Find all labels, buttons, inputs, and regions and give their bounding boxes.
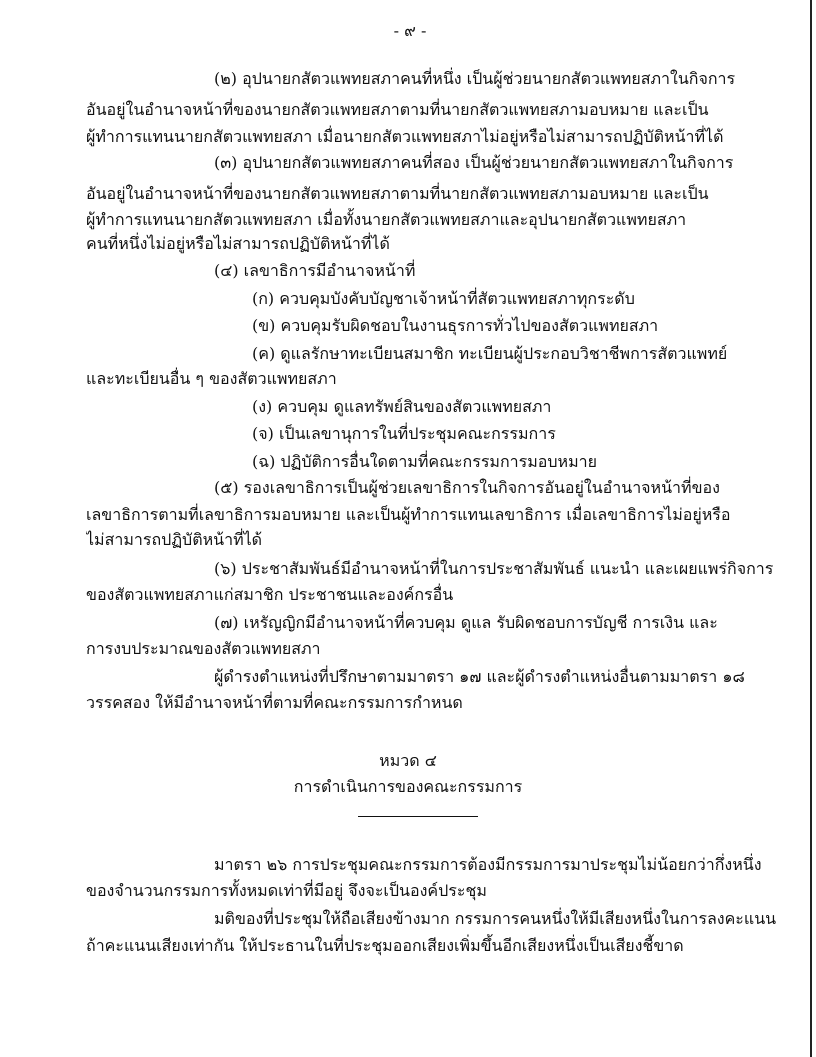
section-line: มติของที่ประชุมให้ถือเสียงข้างมาก กรรมการคนหนึ่งให้มีเสียงหนึ่งในการลงคะแนน xyxy=(214,909,777,928)
chapter-divider xyxy=(358,816,478,817)
page-edge xyxy=(810,0,812,1057)
list-item: (ค) ดูแลรักษาทะเบียนสมาชิก ทะเบียนผู้ประกอบวิชาชีพการสัตวแพทย์ xyxy=(252,344,728,363)
section-line: ของจำนวนกรรมการทั้งหมดเท่าที่มีอยู่ จึงจะเป็นองค์ประชุม xyxy=(86,881,487,900)
paragraph-line: ผู้ทำการแทนนายกสัตวแพทยสภา เมื่อนายกสัตวแพทยสภาไม่อยู่หรือไม่สามารถปฏิบัติหน้าที่ได้ xyxy=(86,127,724,146)
paragraph-line: ผู้ดำรงตำแหน่งที่ปรึกษาตามมาตรา ๑๗ และผู้ดำรงตำแหน่งอื่นตามมาตรา ๑๘ xyxy=(214,667,745,686)
chapter-title: หมวด ๔ xyxy=(379,751,437,770)
paragraph-line: ของสัตวแพทยสภาแก่สมาชิก ประชาชนและองค์กรอื่น xyxy=(86,585,454,604)
paragraph-line: ผู้ทำการแทนนายกสัตวแพทยสภา เมื่อทั้งนายกสัตวแพทยสภาและอุปนายกสัตวแพทยสภา xyxy=(86,210,687,229)
section-line: ถ้าคะแนนเสียงเท่ากัน ให้ประธานในที่ประชุมออกเสียงเพิ่มขึ้นอีกเสียงหนึ่งเป็นเสียงชี้ขาด xyxy=(86,936,684,955)
paragraph-line: (๓) อุปนายกสัตวแพทยสภาคนที่สอง เป็นผู้ช่วยนายกสัตวแพทยสภาในกิจการ xyxy=(214,153,734,172)
paragraph-line: อันอยู่ในอำนาจหน้าที่ของนายกสัตวแพทยสภาตามที่นายกสัตวแพทยสภามอบหมาย และเป็น xyxy=(86,100,709,119)
paragraph-line: (๗) เหรัญญิกมีอำนาจหน้าที่ควบคุม ดูแล รับผิดชอบการบัญชี การเงิน และ xyxy=(214,613,718,632)
paragraph-line: (๒) อุปนายกสัตวแพทยสภาคนที่หนึ่ง เป็นผู้ช่วยนายกสัตวแพทยสภาในกิจการ xyxy=(214,69,736,88)
list-item: (จ) เป็นเลขานุการในที่ประชุมคณะกรรมการ xyxy=(252,424,556,443)
paragraph-line: อันอยู่ในอำนาจหน้าที่ของนายกสัตวแพทยสภาตามที่นายกสัตวแพทยสภามอบหมาย และเป็น xyxy=(86,184,709,203)
page-number: - ๙ - xyxy=(393,21,427,40)
list-item: (ก) ควบคุมบังคับบัญชาเจ้าหน้าที่สัตวแพทยสภาทุกระดับ xyxy=(252,289,635,308)
list-item: (ง) ควบคุม ดูแลทรัพย์สินของสัตวแพทยสภา xyxy=(252,397,552,416)
list-item: (ข) ควบคุมรับผิดชอบในงานธุรการทั่วไปของสัตวแพทยสภา xyxy=(252,316,659,335)
section-line: มาตรา ๒๖ การประชุมคณะกรรมการต้องมีกรรมการมาประชุมไม่น้อยกว่ากึ่งหนึ่ง xyxy=(214,855,762,874)
list-item: และทะเบียนอื่น ๆ ของสัตวแพทยสภา xyxy=(86,369,337,388)
chapter-subtitle: การดำเนินการของคณะกรรมการ xyxy=(293,777,523,796)
paragraph-line: คนที่หนึ่งไม่อยู่หรือไม่สามารถปฏิบัติหน้าที่ได้ xyxy=(86,234,390,253)
paragraph-line: การงบประมาณของสัตวแพทยสภา xyxy=(86,639,321,658)
paragraph-line: (๕) รองเลขาธิการเป็นผู้ช่วยเลขาธิการในกิจการอันอยู่ในอำนาจหน้าที่ของ xyxy=(214,478,720,497)
list-item: (ฉ) ปฏิบัติการอื่นใดตามที่คณะกรรมการมอบหมาย xyxy=(252,452,597,471)
paragraph-line: ไม่สามารถปฏิบัติหน้าที่ได้ xyxy=(86,530,263,549)
paragraph-line: วรรคสอง ให้มีอำนาจหน้าที่ตามที่คณะกรรมการกำหนด xyxy=(86,693,463,712)
paragraph-line: (๔) เลขาธิการมีอำนาจหน้าที่ xyxy=(214,261,416,280)
paragraph-line: (๖) ประชาสัมพันธ์มีอำนาจหน้าที่ในการประชาสัมพันธ์ แนะนำ และเผยแพร่กิจการ xyxy=(214,559,774,578)
paragraph-line: เลขาธิการตามที่เลขาธิการมอบหมาย และเป็นผู้ทำการแทนเลขาธิการ เมื่อเลขาธิการไม่อยู่หรือ xyxy=(86,505,731,524)
